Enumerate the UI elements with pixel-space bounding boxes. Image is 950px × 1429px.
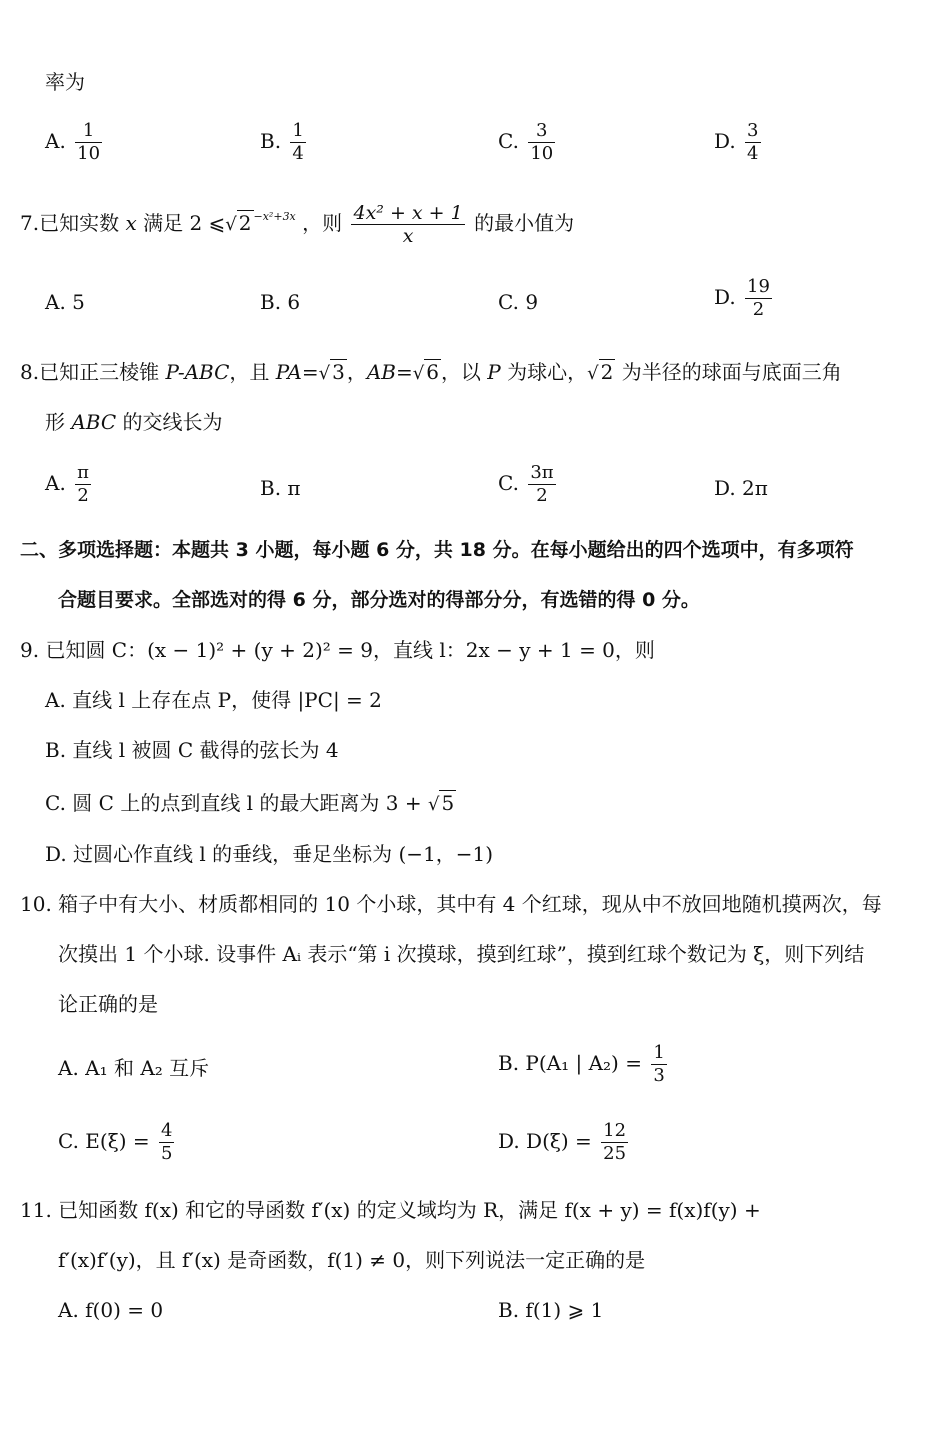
q10-stem-line1: 10. 箱子中有大小、材质都相同的 10 个小球，其中有 4 个红球，现从中不放回地随机摸两次，每 <box>20 892 882 916</box>
q10-option-a: A. A₁ 和 A₂ 互斥 <box>58 1056 210 1080</box>
q11-option-a: A. f(0) = 0 <box>58 1298 164 1322</box>
q7-option-b: B. 6 <box>260 290 301 314</box>
q9-option-d: D. 过圆心作直线 l 的垂线，垂足坐标为 (−1，−1) <box>45 842 494 866</box>
q8-stem-line1: 8.已知正三棱锥 P-ABC，且 PA=√ 3 ，AB=√ 6 ，以 P 为球心，√ 2 为半径的球面与底面三角 <box>20 360 842 384</box>
q6-tail: 率为 <box>45 70 85 94</box>
section2-heading-line2: 合题目要求。全部选对的得 6 分，部分选对的得部分分，有选错的得 0 分。 <box>58 589 700 611</box>
q8-option-c: C. $\frac{3\pi}{2}$ <box>498 462 554 506</box>
q9-stem: 9. 已知圆 C：(x − 1)² + (y + 2)² = 9，直线 l：2x − y + 1 = 0，则 <box>20 638 655 662</box>
q10-stem-line2: 次摸出 1 个小球. 设事件 Aᵢ 表示“第 i 次摸球，摸到红球”，摸到红球个数记为 ξ，则下列结 <box>58 942 865 966</box>
q7-stem: 7.已知实数 x 满足 2 ⩽√ 2 $^{-x^2+3x}$ ，则 $\frac{\text{4x² + x + 1}}{x}$ 的最小值为 <box>20 202 575 247</box>
q11-stem-line2: f′(x)f′(y)，且 f′(x) 是奇函数，f(1) ≠ 0，则下列说法一定正确的是 <box>58 1248 646 1272</box>
q8-stem-line2: 形 ABC 的交线长为 <box>45 410 223 434</box>
section2-heading-line1: 二、多项选择题：本题共 3 小题，每小题 6 分，共 18 分。在每小题给出的四个选项中，有多项符 <box>20 539 854 561</box>
q8-option-b: B. π <box>260 476 301 500</box>
q8-option-d: D. 2π <box>714 476 768 500</box>
q6-option-b: B. $\frac{1}{4}$ <box>260 120 304 164</box>
q9-option-c: C. 圆 C 上的点到直线 l 的最大距离为 3 + √ 5 <box>45 791 455 815</box>
q11-stem-line1: 11. 已知函数 f(x) 和它的导函数 f′(x) 的定义域均为 R，满足 f(x + y) = f(x)f(y) + <box>20 1198 761 1222</box>
q8-option-a: A. $\frac{\pi}{2}$ <box>45 462 90 506</box>
q6-option-a: A. $\frac{1}{10}$ <box>45 120 101 164</box>
q7-option-c: C. 9 <box>498 290 539 314</box>
q10-option-c: C. E(ξ) = $\frac{4}{5}$ <box>58 1120 173 1164</box>
q11-option-b: B. f(1) ⩾ 1 <box>498 1298 604 1322</box>
q10-stem-line3: 论正确的是 <box>58 992 158 1016</box>
q7-option-a: A. 5 <box>45 290 85 314</box>
q9-option-b: B. 直线 l 被圆 C 截得的弦长为 4 <box>45 738 339 762</box>
q7-option-d: D. $\frac{19}{2}$ <box>714 276 770 320</box>
q9-option-a: A. 直线 l 上存在点 P，使得 |PC| = 2 <box>45 688 382 712</box>
q6-option-d: D. $\frac{3}{4}$ <box>714 120 759 164</box>
q10-option-d: D. D(ξ) = $\frac{12}{25}$ <box>498 1120 627 1164</box>
q10-option-b: B. P(A₁ | A₂) = $\frac{1}{3}$ <box>498 1042 665 1086</box>
q6-option-c: C. $\frac{3}{10}$ <box>498 120 554 164</box>
